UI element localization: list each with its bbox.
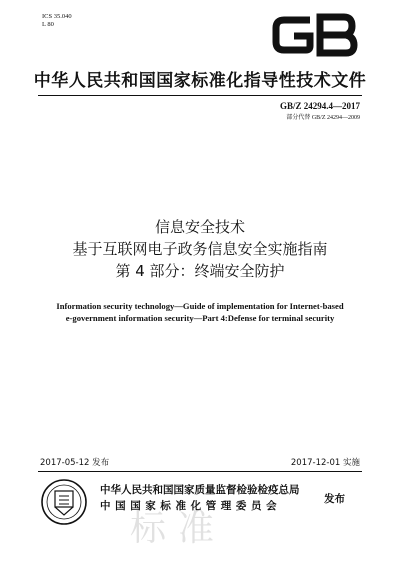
ics-code <box>42 13 72 29</box>
watermark <box>130 500 226 551</box>
issuer-line-2: 中国国家标准化管理委员会 <box>100 500 282 512</box>
implement-date: 2017-12-01 实施 <box>290 458 360 468</box>
ccs-line: L 80 <box>42 21 54 28</box>
bottom-divider <box>38 471 362 472</box>
emblem-icon <box>40 478 88 526</box>
document-category-title: 中华人民共和国国家标准化指导性技术文件 <box>33 71 367 91</box>
publish-date: 2017-05-12 发布 <box>40 458 110 468</box>
top-divider <box>38 95 362 96</box>
english-title <box>40 300 360 324</box>
gb-logo <box>270 12 360 58</box>
replaces-note: 部分代替 GB/Z 24294—2009 <box>286 115 360 121</box>
issuer-line-1: 中华人民共和国国家质量监督检验检疫总局 <box>100 484 300 496</box>
issue-label: 发布 <box>324 493 345 505</box>
title-line-2: 基于互联网电子政务信息安全实施指南 <box>72 240 328 258</box>
english-title-line-2: e-government information security—Part 4:Defense for terminal security <box>65 313 335 323</box>
title-line-1: 信息安全技术 <box>154 218 245 236</box>
english-title-line-1: Information security technology—Guide of implementation for Internet-based <box>56 301 344 311</box>
watermark-text: 标准 <box>130 508 227 549</box>
standard-number: GB/Z 24294.4—2017 <box>279 101 360 111</box>
standard-number-block <box>280 101 360 121</box>
title-line-3: 第 4 部分：终端安全防护 <box>115 262 285 280</box>
ics-line: ICS 35.040 <box>42 13 72 20</box>
